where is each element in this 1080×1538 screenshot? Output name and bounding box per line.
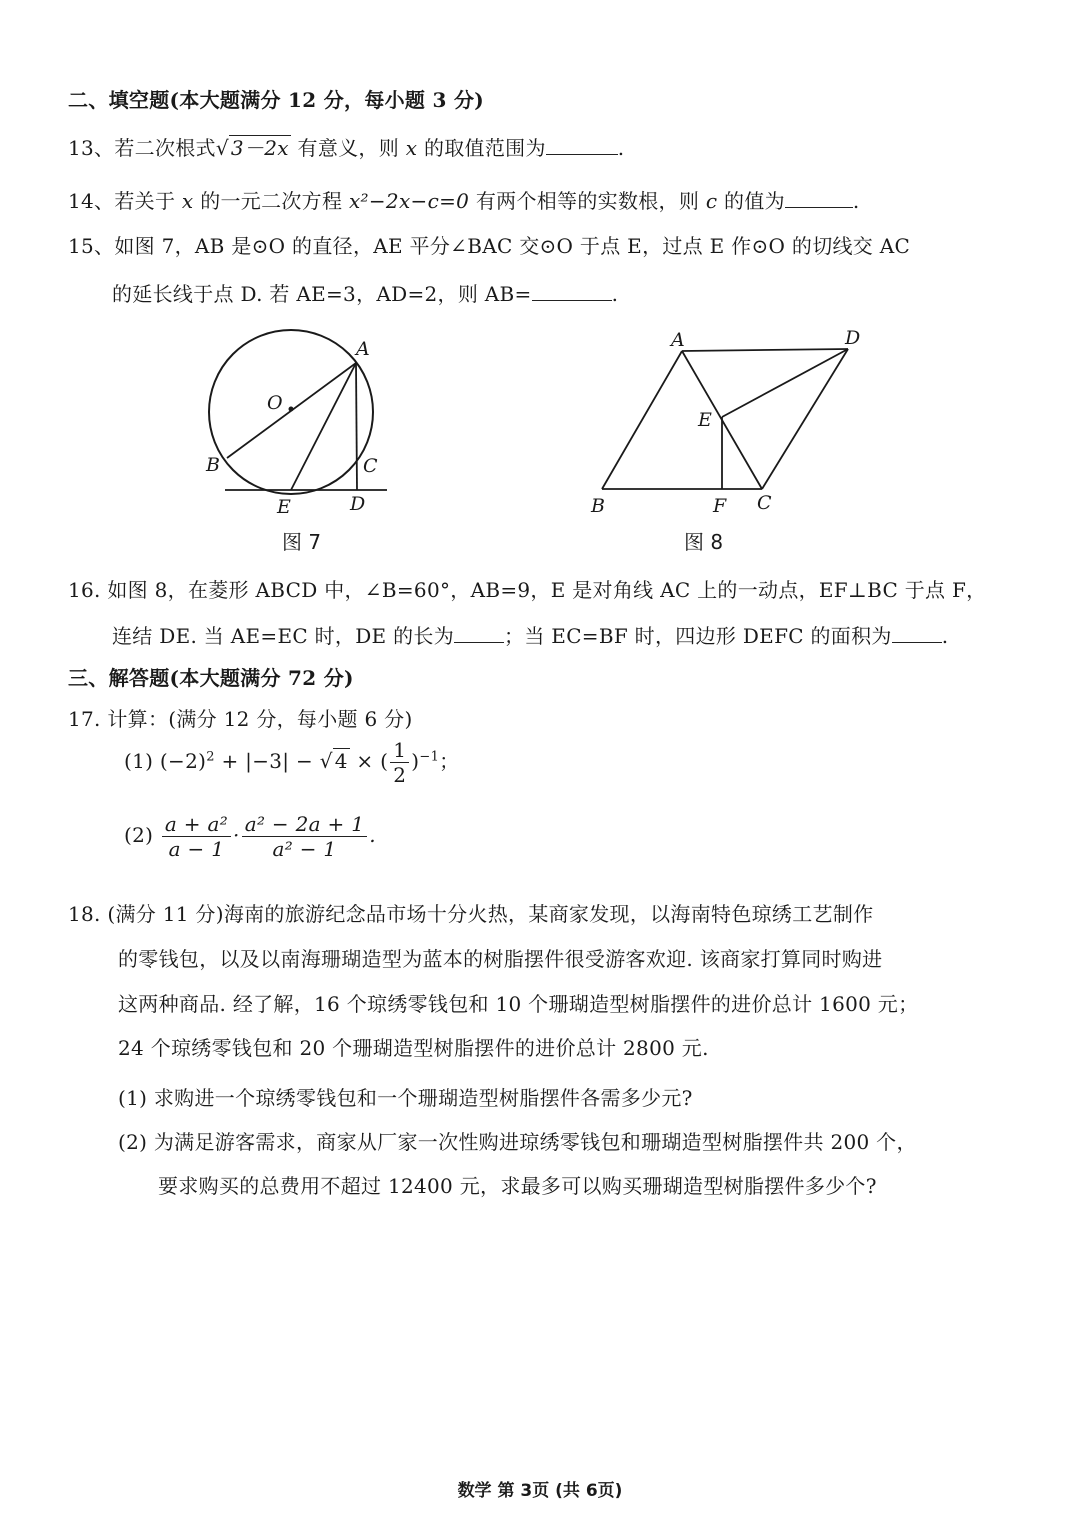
q16-text-2: ；当 EC=BF 时，四边形 DEFC 的面积为 [504,624,892,648]
q13-end: . [617,136,625,160]
figure-7-diagram [195,325,405,525]
question-18-sub-2b: 要求购买的总费用不超过 12400 元，求最多可以购买珊瑚造型树脂摆件多少个? [158,1174,877,1198]
label-b: B [206,454,220,476]
label-b: B [591,495,605,517]
label-d: D [350,493,366,515]
q13-text-2: 有意义，则 [297,136,400,160]
label-c: C [363,455,378,477]
q17-p1-close: ) [411,749,420,773]
q17-p2-fraction-2 [242,812,368,861]
q14-text-2: 的一元二次方程 [200,189,343,213]
question-14 [68,185,860,214]
q13-var: x [405,136,418,160]
question-18-line-3: 这两种商品. 经了解，16 个琼绣零钱包和 10 个珊瑚造型树脂摆件的进价总计 1600 元； [118,992,919,1016]
figure-8-diagram [585,322,870,522]
q17-p1-square: 2 [206,749,215,765]
q17-p2-label: (2) [124,823,154,847]
q17-p1-base: (−2) [159,749,207,773]
figure-7-caption: 图 7 [282,530,322,554]
section-solve-header: 三、解答题(本大题满分 72 分) [68,666,354,690]
q14-answer-blank[interactable] [785,189,853,208]
q14-text-4: 的值为 [724,189,785,213]
question-18-line-1: 18. (满分 11 分)海南的旅游纪念品市场十分火热，某商家发现，以海南特色琼绣工艺制作 [68,902,874,926]
circle-o [209,330,373,494]
q14-c-var: c [705,189,718,213]
segment-de [722,349,848,417]
q17-p2-numerator-1: a + a² [162,812,231,837]
section-fill-in-header: 二、填空题(本大题满分 12 分，每小题 3 分) [68,88,485,112]
q17-p1-exponent: −1 [419,749,440,765]
question-13: 13、若二次根式√ 3－2x 有意义，则 x 的取值范围为 . [68,136,625,160]
side-ab [602,351,682,489]
segment-ad [356,363,357,490]
q15-text: 的延长线于点 D. 若 AE=3，AD=2，则 AB= [112,282,532,306]
label-a: A [671,329,685,351]
q13-radicand: 3－2x [230,136,289,160]
label-c: C [757,492,772,514]
q17-p1-denominator: 2 [393,763,407,787]
question-16-line-1: 16. 如图 8，在菱形 ABCD 中，∠B=60°，AB=9，E 是对角线 AC 上的一动点，EF⊥BC 于点 F， [68,578,987,602]
q14-var: x [181,189,194,213]
q17-p1-label: (1) [124,749,154,773]
label-a: A [356,338,370,360]
side-ad [682,349,848,351]
segment-ae [291,363,356,490]
q17-p2-fraction-1 [162,812,231,861]
question-17-title: 17. 计算：(满分 12 分，每小题 6 分) [68,707,413,731]
q17-p1-fraction [390,738,409,787]
q14-text: 14、若关于 [68,189,176,213]
q16-answer-blank-2[interactable] [892,624,942,643]
label-o: O [267,392,283,414]
side-dc [762,349,848,489]
label-d: D [845,327,861,349]
q17-p1-abs: + |−3| − [214,749,320,773]
question-17-part-1: (1) $(-2)^2 + |-3|$ − √ 4 × ( $\frac{1}{2}$ )$^{-1}$； [124,738,460,787]
question-15-line-1: 15、如图 7，AB 是⊙O 的直径，AE 平分∠BAC 交⊙O 于点 E，过点 E 作⊙O 的切线交 AC [68,234,911,258]
q17-p2-dot: · [233,823,240,847]
question-16-line-2 [112,620,948,649]
q13-answer-blank[interactable] [546,136,618,155]
center-o-dot [289,407,294,412]
label-f: F [713,495,727,517]
label-e: E [698,409,712,431]
q13-text: 13、若二次根式 [68,136,216,160]
q14-end: . [852,189,860,213]
question-18-sub-2a: (2) 为满足游客需求，商家从厂家一次性购进琼绣零钱包和珊瑚造型树脂摆件共 200 个， [118,1130,917,1154]
q14-equation: x²−2x−c=0 [348,189,470,213]
q17-p2-denominator-2: a² − 1 [272,837,337,861]
q13-text-3: 的取值范围为 [423,136,546,160]
q17-p1-radicand: 4 [334,749,348,773]
question-17-part-2 [124,812,376,872]
q17-p2-denominator-1: a − 1 [168,837,225,861]
q17-p2-numerator-2: a² − 2a + 1 [242,812,368,837]
label-e: E [277,496,291,518]
q17-p1-end: ； [439,749,460,773]
q16-end: . [941,624,949,648]
q16-text: 连结 DE. 当 AE=EC 时，DE 的长为 [112,624,455,648]
q15-end: . [611,282,619,306]
question-18-sub-1: (1) 求购进一个琼绣零钱包和一个珊瑚造型树脂摆件各需多少元? [118,1086,693,1110]
question-18-line-4: 24 个琼绣零钱包和 20 个珊瑚造型树脂摆件的进价总计 2800 元. [118,1036,709,1060]
q16-answer-blank-1[interactable] [454,624,504,643]
q17-p1-times: × ( [349,749,389,773]
q14-text-3: 有两个相等的实数根，则 [475,189,700,213]
q15-answer-blank[interactable] [532,282,612,301]
q17-p1-numerator: 1 [390,738,409,763]
q17-p2-end: . [369,823,376,847]
question-18-line-2: 的零钱包，以及以南海珊瑚造型为蓝本的树脂摆件很受游客欢迎. 该商家打算同时购进 [118,947,883,971]
figure-8-caption: 图 8 [684,530,724,554]
question-15-line-2 [112,278,618,307]
page-footer: 数学 第 3页 (共 6页) [457,1481,623,1501]
